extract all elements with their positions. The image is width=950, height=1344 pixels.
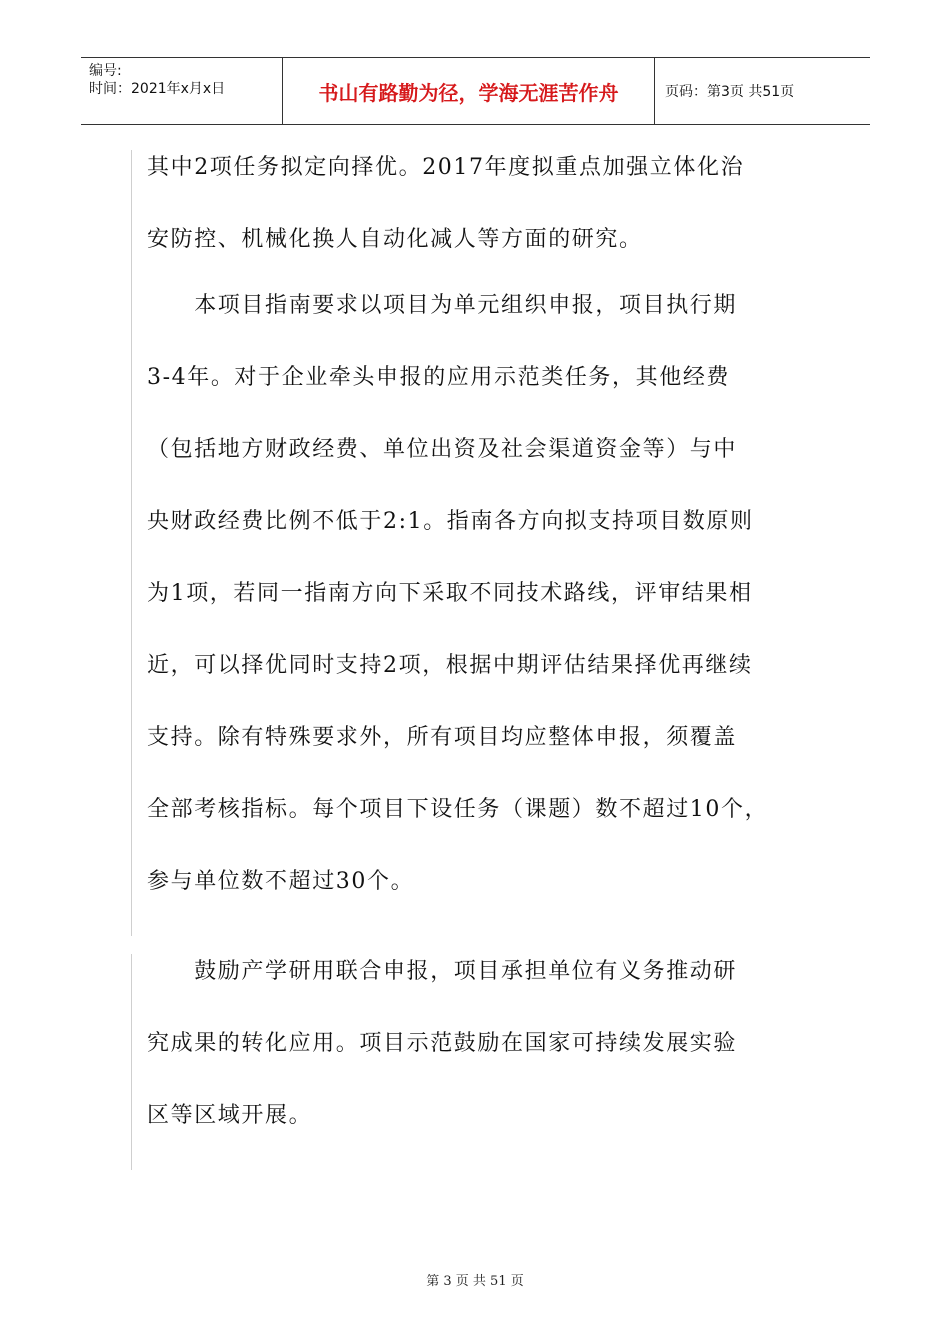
text-line: 央财政经费比例不低于2:1。指南各方向拟支持项目数原则 — [147, 509, 754, 534]
paragraph-3 — [131, 954, 831, 1170]
text-line: 本项目指南要求以项目为单元组织申报，项目执行期 — [147, 293, 738, 318]
paragraph-1 — [131, 150, 831, 294]
text-line: 究成果的转化应用。项目示范鼓励在国家可持续发展实验 — [147, 1031, 738, 1056]
text-line: 参与单位数不超过30个。 — [147, 869, 415, 894]
document-date: 时间：2021年x月x日 — [89, 81, 226, 97]
text-line: 区等区域开展。 — [147, 1103, 313, 1128]
header-meta — [81, 58, 283, 124]
document-number-label: 编号: — [89, 63, 122, 79]
text-line: 全部考核指标。每个项目下设任务（课题）数不超过10个， — [147, 797, 769, 822]
text-line: 支持。除有特殊要求外，所有项目均应整体申报，须覆盖 — [147, 725, 738, 750]
page-header — [81, 57, 870, 125]
text-line: 近，可以择优同时支持2项，根据中期评估结果择优再继续 — [147, 653, 753, 678]
header-page-info: 页码：第3页 共51页 — [665, 84, 795, 100]
text-line: （包括地方财政经费、单位出资及社会渠道资金等）与中 — [147, 437, 738, 462]
page-footer: 第 3 页 共 51 页 — [426, 1274, 524, 1289]
text-line: 其中2项任务拟定向择优。2017年度拟重点加强立体化治 — [147, 155, 745, 180]
text-line: 安防控、机械化换人自动化减人等方面的研究。 — [147, 227, 643, 252]
text-line: 为1项，若同一指南方向下采取不同技术路线，评审结果相 — [147, 581, 753, 606]
text-line: 鼓励产学研用联合申报，项目承担单位有义务推动研 — [147, 959, 738, 984]
text-line: 3-4年。对于企业牵头申报的应用示范类任务，其他经费 — [147, 365, 731, 390]
header-motto: 书山有路勤为径，学海无涯苦作舟 — [283, 58, 655, 124]
paragraph-2 — [131, 288, 831, 936]
